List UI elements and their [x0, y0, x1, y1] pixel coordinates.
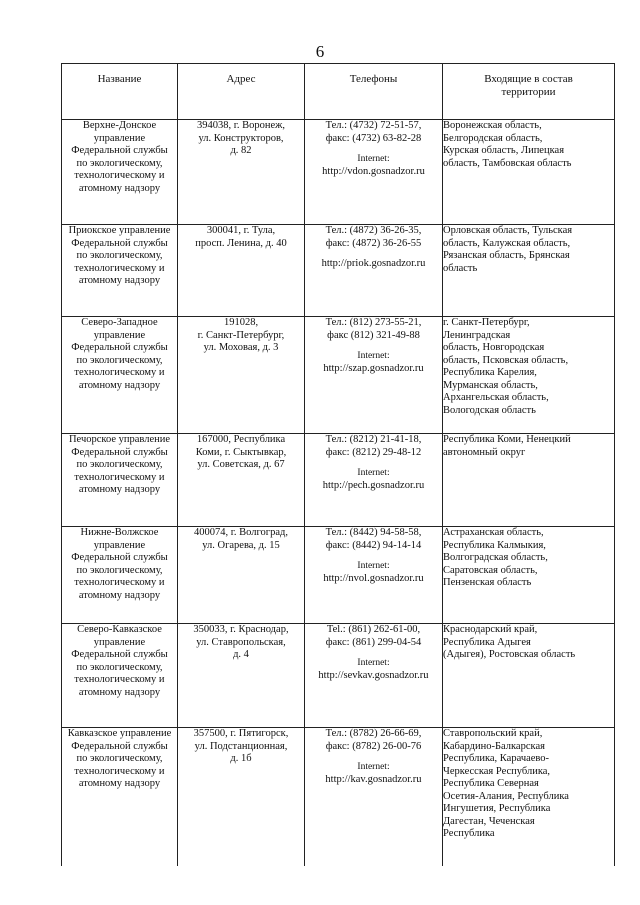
office-name-line: Кавказское управление	[67, 728, 172, 739]
office-name-line: атомному надзору	[78, 379, 161, 391]
phones-cell	[305, 624, 443, 728]
website-link[interactable]: http://priok.gosnadzor.ru	[321, 258, 426, 269]
territory-line: Республика, Карачаево-	[443, 753, 550, 764]
territories-cell	[443, 225, 615, 317]
office-name-line: Федеральной службы	[71, 342, 168, 353]
address-line: ул. Советская, д. 67	[197, 459, 285, 470]
fax-line: факс: (8212) 29-48-12	[325, 446, 422, 458]
office-name-line: по экологическому,	[76, 250, 163, 261]
office-name-line: по экологическому,	[76, 157, 163, 169]
internet-label: Internet:	[357, 351, 390, 361]
territories-cell	[443, 527, 615, 624]
address-cell	[178, 120, 305, 225]
territories-cell	[443, 317, 615, 434]
address-line: ул. Моховая, д. 3	[203, 342, 279, 353]
territory-line: Дагестан, Чеченская	[443, 815, 535, 827]
office-name-line: атомному надзору	[78, 778, 161, 789]
fax-line: факс: (4872) 36-26-55	[325, 237, 422, 249]
office-name-cell	[62, 434, 178, 527]
header-territories: Входящие в состав территории	[443, 64, 615, 120]
address-line: Коми, г. Сыктывкар,	[195, 446, 287, 458]
table-row	[62, 624, 615, 728]
office-name-cell	[62, 317, 178, 434]
address-line: 394038, г. Воронеж,	[196, 120, 286, 131]
address-line: 300041, г. Тула,	[206, 225, 276, 236]
address-line: 350033, г. Краснодар,	[193, 624, 289, 635]
office-name-line: по экологическому,	[76, 753, 163, 764]
office-name-line: Федеральной службы	[71, 740, 168, 752]
office-name-line: управление	[93, 329, 146, 341]
territory-line: Ставропольский край,	[443, 728, 543, 739]
office-name-line: Федеральной службы	[71, 649, 168, 660]
territories-cell	[443, 434, 615, 527]
header-name: Название	[62, 64, 178, 120]
office-name-cell	[62, 120, 178, 225]
address-cell	[178, 317, 305, 434]
territory-line: Республика Адыгея	[443, 636, 531, 648]
territory-line: Краснодарский край,	[443, 624, 538, 635]
address-line: ул. Ставропольская,	[196, 636, 286, 648]
territory-line: Пензенская область	[443, 577, 532, 588]
office-name-line: атомному надзору	[78, 686, 161, 698]
office-name-line: по экологическому,	[76, 354, 163, 366]
office-name-line: Северо-Кавказское	[77, 624, 162, 635]
page-number: 6	[315, 42, 325, 61]
website-link[interactable]: http://nvol.gosnadzor.ru	[323, 572, 424, 584]
territory-line: Республика Калмыкия,	[443, 539, 546, 551]
address-line: г. Санкт-Петербург,	[197, 329, 285, 341]
territory-line: Белгородская область,	[443, 132, 543, 144]
territory-line: Ингушетия, Республика	[443, 803, 551, 814]
office-name-line: технологическому и	[74, 765, 165, 777]
office-name-line: Верхне-Донское	[82, 120, 157, 131]
phones-cell	[305, 434, 443, 527]
phones-cell	[305, 120, 443, 225]
office-name-line: по экологическому,	[76, 661, 163, 673]
office-name-line: по экологическому,	[76, 564, 163, 576]
phone-line: Тел.: (4732) 72-51-57,	[325, 120, 422, 131]
website-link[interactable]: http://pech.gosnadzor.ru	[322, 479, 425, 491]
office-name-line: Приокское управление	[68, 225, 171, 236]
office-name-cell	[62, 624, 178, 728]
office-name-line: Северо-Западное	[81, 317, 158, 328]
phones-cell	[305, 225, 443, 317]
office-name-line: технологическому и	[74, 262, 165, 274]
internet-label: Internet:	[357, 468, 390, 478]
territory-line: Вологодская область	[443, 404, 536, 416]
table-row	[62, 120, 615, 225]
office-name-line: технологическому и	[74, 577, 165, 588]
office-name-line: по экологическому,	[76, 459, 163, 470]
fax-line: факс: (4732) 63-82-28	[325, 132, 422, 144]
territory-line: автономный округ	[443, 446, 526, 458]
office-name-line: Федеральной службы	[71, 552, 168, 563]
territory-line: Архангельская область,	[443, 392, 549, 403]
territory-line: область, Калужская область,	[443, 237, 571, 249]
address-line: 167000, Республика	[196, 434, 286, 445]
territory-line: Республика Коми, Ненецкий	[443, 434, 571, 445]
office-name-line: технологическому и	[74, 367, 165, 378]
website-link[interactable]: http://kav.gosnadzor.ru	[325, 773, 422, 785]
fax-line: факс: (8782) 26-00-76	[325, 740, 422, 752]
fax-line: факс: (861) 299-04-54	[325, 636, 422, 648]
office-name-line: атомному надзору	[78, 275, 161, 286]
territory-line: Орловская область, Тульская	[443, 225, 573, 236]
address-cell	[178, 728, 305, 866]
territory-line: Воронежская область,	[443, 120, 542, 131]
territory-line: Курская область, Липецкая	[443, 145, 565, 156]
territory-line: Республика	[443, 828, 495, 839]
territory-line: область, Псковская область,	[443, 354, 569, 366]
territory-line: область	[443, 262, 478, 274]
internet-label: Internet:	[357, 762, 390, 772]
office-name-line: Федеральной службы	[71, 145, 168, 156]
address-line: ул. Огарева, д. 15	[202, 539, 280, 551]
phones-cell	[305, 317, 443, 434]
territory-line: Черкесская Республика,	[443, 765, 551, 777]
office-name-line: Федеральной службы	[71, 446, 168, 458]
territory-line: область, Новгородская	[443, 342, 545, 353]
address-line: 191028,	[223, 317, 259, 328]
table-row	[62, 225, 615, 317]
address-line: д. 1б	[230, 753, 252, 764]
phones-cell	[305, 527, 443, 624]
office-name-line: атомному надзору	[78, 182, 161, 194]
table-row	[62, 728, 615, 866]
office-name-line: технологическому и	[74, 471, 165, 483]
address-line: просп. Ленина, д. 40	[195, 237, 287, 249]
website-link[interactable]: http://sevkav.gosnadzor.ru	[318, 669, 429, 681]
territories-cell	[443, 624, 615, 728]
territorial-offices-table	[61, 63, 615, 866]
phone-line: Тел.: (812) 273-55-21,	[325, 317, 422, 328]
phone-line: Тел.: (8442) 94-58-58,	[325, 527, 422, 538]
address-line: ул. Подстанционная,	[194, 740, 288, 752]
territory-line: Республика Карелия,	[443, 367, 537, 378]
office-name-line: Нижне-Волжское	[80, 527, 159, 538]
territory-line: г. Санкт-Петербург,	[443, 317, 530, 328]
office-name-line: атомному надзору	[78, 589, 161, 601]
territory-line: Волгоградская область,	[443, 552, 548, 563]
office-name-line: атомному надзору	[78, 484, 161, 495]
territory-line: Кабардино-Балкарская	[443, 740, 545, 752]
territory-line: Мурманская область,	[443, 379, 538, 391]
internet-label: Internet:	[357, 154, 390, 164]
table-header-row	[62, 64, 615, 120]
address-line: д. 82	[230, 145, 252, 156]
address-cell	[178, 225, 305, 317]
territory-line: (Адыгея), Ростовская область	[443, 649, 576, 660]
phones-cell	[305, 728, 443, 866]
territory-line: Саратовская область,	[443, 564, 538, 576]
territory-line: область, Тамбовская область	[443, 157, 572, 169]
address-line: 400074, г. Волгоград,	[194, 527, 288, 538]
fax-line: факс (812) 321-49-88	[327, 329, 420, 341]
office-name-cell	[62, 225, 178, 317]
website-link[interactable]: http://vdon.gosnadzor.ru	[322, 165, 425, 177]
territories-cell	[443, 728, 615, 866]
territory-line: Ленинградская	[443, 329, 511, 341]
address-cell	[178, 527, 305, 624]
phone-line: Tel.: (861) 262-61-00,	[326, 624, 421, 635]
territory-line: Рязанская область, Брянская	[443, 250, 570, 261]
fax-line: факс: (8442) 94-14-14	[325, 539, 422, 551]
office-name-cell	[62, 527, 178, 624]
office-name-line: Федеральной службы	[71, 237, 168, 249]
website-link[interactable]: http://szap.gosnadzor.ru	[323, 362, 424, 374]
phone-line: Тел.: (4872) 36-26-35,	[325, 225, 422, 236]
office-name-line: управление	[93, 636, 146, 648]
table-row	[62, 527, 615, 624]
address-cell	[178, 624, 305, 728]
address-line: ул. Конструкторов,	[198, 132, 284, 144]
office-name-line: технологическому и	[74, 170, 165, 181]
office-name-cell	[62, 728, 178, 866]
office-name-line: Печорское управление	[68, 434, 171, 445]
internet-label: Internet:	[357, 561, 390, 571]
phone-line: Тел.: (8782) 26-66-69,	[325, 728, 422, 739]
office-name-line: технологическому и	[74, 674, 165, 685]
phone-line: Тел.: (8212) 21-41-18,	[325, 434, 422, 445]
office-name-line: управление	[93, 539, 146, 551]
address-line: 357500, г. Пятигорск,	[193, 728, 289, 739]
internet-label: Internet:	[357, 658, 390, 668]
address-cell	[178, 434, 305, 527]
territory-line: Республика Северная	[443, 778, 539, 789]
table-row	[62, 434, 615, 527]
address-line: д. 4	[233, 649, 249, 660]
office-name-line: управление	[93, 132, 146, 144]
territories-cell	[443, 120, 615, 225]
territory-line: Астраханская область,	[443, 527, 544, 538]
table-row	[62, 317, 615, 434]
header-address: Адрес	[178, 64, 305, 120]
territory-line: Осетия-Алания, Республика	[443, 790, 569, 802]
header-phones: Телефоны	[305, 64, 443, 120]
